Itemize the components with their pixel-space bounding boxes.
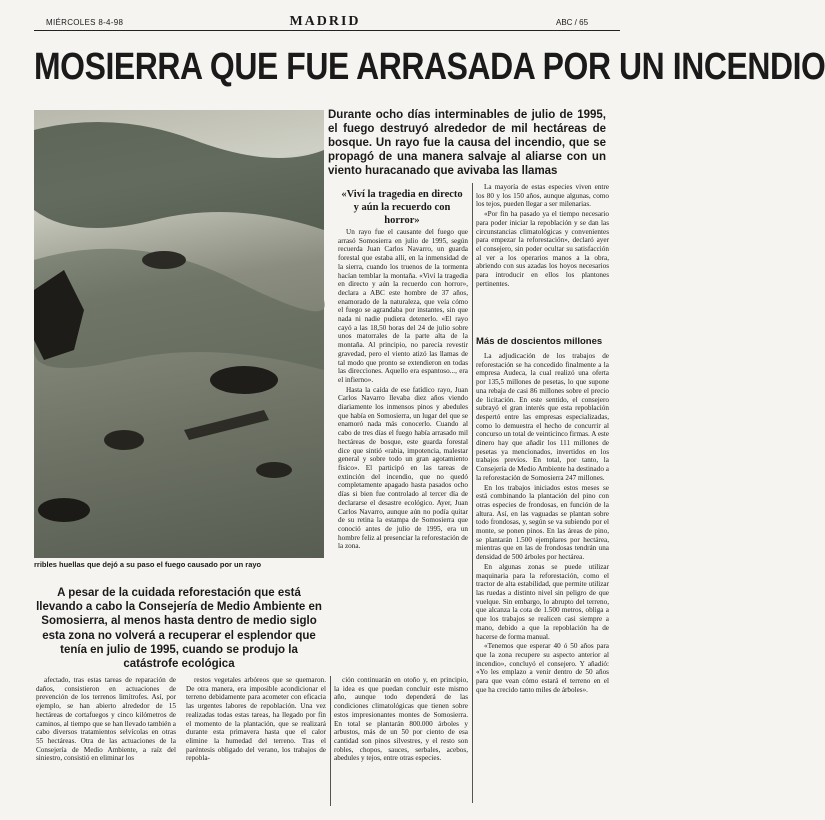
paragraph: La adjudicación de los trabajos de reforestación se ha concedido finalmente a la empresa Audeca, la cual realizó una oferta por 135,5 millones de pesetas, lo que supone una rebaja de casi 86 millones sobre el precio de licitación. En este sentido, el consejero subrayó el gran interés que esta repoblación despertó entre las empresas especializadas, como lo demuestra el hecho de concurrir al concurso un total de veinticinco firmas. A este dinero hay que añadir los 111 millones de pesetas ya mencionados, invertidos en los trabajos previos. En total, por tanto, la Consejería de Medio Ambiente ha destinado a la reforestación de Somosierra 247 millones. [476,352,609,482]
paragraph: En los trabajos iniciados estos meses se está combinando la plantación del pino con otras especies de frondosas, en función de la altura. Así, en las vaguadas se plantan sobre todo frondosas, y, según se va subiendo por el monte, se ponen pinos. En las áreas de pino, se plantarán 1.500 ejemplares por hectárea, mientras que en las de frondosas tendrán una densidad de 500 árboles por hectárea. [476,483,609,562]
headline: MOSIERRA QUE FUE ARRASADA POR UN INCENDIO [34,46,825,88]
paragraph: afectado, tras estas tareas de reparación de daños, consistieron en actuaciones de prevención de los terrenos limítrofes. Así, por ejemplo, se han abierto alrededor de 15 hectáreas de cortafuegos y cinco kilómetros de caminos, al tiempo que se han llevado también a cabo diversos tratamientos selvícolas en otras 55 hectáreas. Otra de las actuaciones de la Consejería de Medio Ambiente, a raíz del siniestro, consistió en eliminar los [36,676,176,763]
hillside-illustration [34,110,324,558]
paragraph: En algunas zonas se puede utilizar maquinaria para la reforestación, como el tractor de alta estabilidad, que permite utilizar las ruedas a distinto nivel sin peligro de que vuelque. Sin embargo, lo abrupto del terreno, que alcanza la cota de 1.500 metros, obliga a que los trabajos se realicen casi siempre a mano, debido a que la repoblación ha de hacerse de forma manual. [476,562,609,641]
paragraph: La mayoría de estas especies viven entre los 80 y los 150 años, aunque algunas, como los tejos, pueden llegar a ser milenarias. [476,183,609,209]
section-title: MADRID [289,14,361,29]
bottom-column-3 [334,676,468,806]
column-rule [472,183,473,803]
article-column-3 [338,228,468,668]
paragraph: Hasta la caída de ese fatídico rayo, Juan Carlos Navarro llevaba diez años viendo diariamente los inmensos pinos y abedules que había en Somosierra, un lugar del que se enamoró nada más conocerlo. Cuando al cabo de tres días el fuego había arrasado mil hectáreas de bosque, este guarda forestal dice que sintió «rabia, impotencia, malestar general y sobre todo un gran agotamiento físico». El participó en las tareas de extinción del incendio, que no quedó completamente apagado hasta pasados ocho días si bien fue controlado al tercer día de declararse el desastre ecológico. Ayer, Juan Carlos Navarro, aunque aún no podía quitar de su retina la estampa de Somosierra que conoció antes de julio de 1995, era un hombre feliz al presenciar la reforestación de la zona. [338,385,468,551]
paragraph: Un rayo fue el causante del fuego que arrasó Somosierra en julio de 1995, según recuerda Juan Carlos Navarro, un guarda forestal que estaba allí, en la inmensidad de la sierra, cuando los truenos de la tormenta hacían temblar la montaña. «Viví la tragedia en directo y aún la recuerdo con horror», declara a ABC este hombre de 37 años, enamorado de la naturaleza, que veía cómo el fuego se agrandaba por instantes, sin que nada ni nadie pudiera detenerlo. «El rayo cayó a las 18,50 horas del 24 de julio sobre unos matorrales de la parte alta de la montaña. Al principio, no parecía revestir gravedad, pero el viento atizó las llamas de tal modo que pronto se extendieron en todas las direcciones. Aquello era espantoso..., era el infierno». [338,228,468,384]
paragraph: restos vegetales arbóreos que se quemaron. De otra manera, era imposible acondicionar el terreno debidamente para acometer con eficacia las urgentes labores de repoblación. Una vez realizadas todas estas tareas, ha llegado por fin el momento de la plantación, que se realizará durante esta primavera hasta que el calor elimine la humedad del terreno. Tras el paréntesis obligado del verano, los trabajos de repobla- [186,676,326,763]
column-subheading: Más de doscientos millones [476,336,603,347]
issue-date: MIÉRCOLES 8-4-98 [46,18,124,27]
column-rule [330,676,331,806]
quote-subheading: «Viví la tragedia en directo y aún la recuerdo con horror» [341,189,463,226]
page-number: ABC / 65 [556,18,589,27]
article-column-4 [476,352,609,800]
pull-quote: A pesar de la cuidada reforestación que está llevando a cabo la Consejería de Medio Ambiente en Somosierra, al menos hasta dentro de medio siglo esta zona no volverá a recuperar el esplendor que tenía en julio de 1995, cuando se produjo la catástrofe ecológica [36,587,322,671]
paragraph: ción continuarán en otoño y, en principio, la idea es que puedan concluir este mismo año, aunque todo dependerá de las condiciones climatológicas que tienen sobre estos impresionantes montes de Somosierra. En total se plantarán 800.000 árboles y arbustos, más de un 50 por ciento de esa cantidad son pinos silvestres, y el resto son robles, chopos, sauces, serbales, acebos, abedules y tejos, entre otras especies. [334,676,468,763]
paragraph: «Tenemos que esperar 40 ó 50 años para que la zona recupere su aspecto anterior al incendio», concluyó el consejero. Y añadió: «Yo les emplazo a venir dentro de 50 años para que vean cómo estará el terreno en el que ha crecido tanto miles de árboles». [476,642,609,694]
forest-fire-photo [34,110,324,558]
bottom-column-1 [36,676,176,806]
paragraph: «Por fin ha pasado ya el tiempo necesario para poder iniciar la repoblación y se dan las circunstancias climatológicas y convenientes para empezar la reforestación», declaró ayer el consejero, sin poder ocultar su satisfacción al ver a los operarios manos a la obra, abriendo con sus azadas los hoyos necesarios para introducir en ellos los plantones pertinentes. [476,210,609,288]
bottom-column-2 [186,676,326,806]
article-column-4-top [476,183,609,333]
photo-caption: rribles huellas que dejó a su paso el fuego causado por un rayo [34,560,262,569]
lead-paragraph: Durante ocho días interminables de julio de 1995, el fuego destruyó alrededor de mil hectáreas de bosque. Un rayo fue la causa del incendio, que se propagó de una manera salvaje al aliarse con un viento huracanado que avivaba las llamas [328,109,606,177]
header-rule [34,30,620,31]
